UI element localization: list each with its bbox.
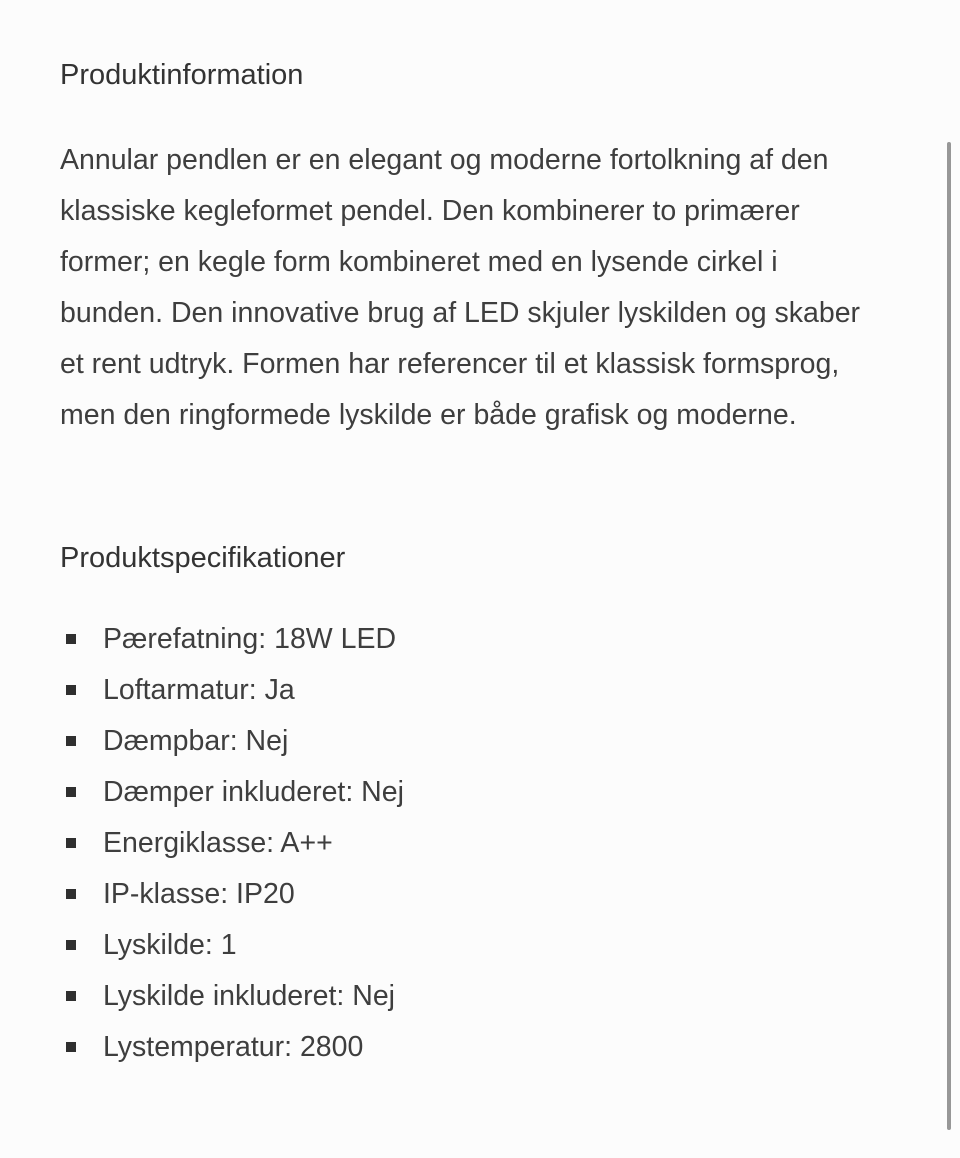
bullet-square-icon — [66, 634, 76, 644]
bullet-square-icon — [66, 787, 76, 797]
spec-item-label: Lyskilde inkluderet: Nej — [103, 979, 395, 1012]
spec-item-label: Lyskilde: 1 — [103, 928, 237, 961]
spec-item-dimmable — [60, 716, 890, 767]
spec-item-energy-class — [60, 818, 890, 869]
bullet-square-icon — [66, 940, 76, 950]
product-info-heading: Produktinformation — [60, 59, 304, 91]
bullet-square-icon — [66, 1042, 76, 1052]
bullet-square-icon — [66, 991, 76, 1001]
spec-item-ip-class — [60, 869, 890, 920]
scrollbar[interactable] — [947, 142, 951, 1130]
bullet-square-icon — [66, 736, 76, 746]
bullet-square-icon — [66, 685, 76, 695]
product-specs-heading: Produktspecifikationer — [60, 541, 346, 574]
spec-item-light-source-included — [60, 971, 890, 1022]
spec-item-label: Pærefatning: 18W LED — [103, 622, 397, 655]
bullet-square-icon — [66, 838, 76, 848]
product-description: Annular pendlen er en elegant og moderne fortolkning af den klassiske kegleformet pendel. Den kombinerer to primærer former; en kegle form kombineret med en lysende cirkel i bunden. Den innovative brug af LED skjuler lyskilden og skaber et rent udtryk. Formen har referencer til et klassisk formsprog, men den ringformede lyskilde er både grafisk og moderne. — [60, 143, 861, 431]
spec-item-light-temperature — [60, 1022, 890, 1073]
spec-item-label: Lystemperatur: 2800 — [103, 1030, 364, 1063]
spec-item-label: IP-klasse: IP20 — [103, 877, 295, 910]
spec-item-label: Dæmper inkluderet: Nej — [103, 775, 404, 808]
spec-item-label: Dæmpbar: Nej — [103, 724, 289, 757]
spec-item-socket — [60, 614, 890, 665]
specs-list — [60, 614, 890, 1073]
spec-item-dimmer-included — [60, 767, 890, 818]
bullet-square-icon — [66, 889, 76, 899]
spec-item-light-source — [60, 920, 890, 971]
spec-item-label: Loftarmatur: Ja — [103, 673, 295, 706]
spec-item-ceiling-fixture — [60, 665, 890, 716]
spec-item-label: Energiklasse: A++ — [103, 826, 333, 859]
